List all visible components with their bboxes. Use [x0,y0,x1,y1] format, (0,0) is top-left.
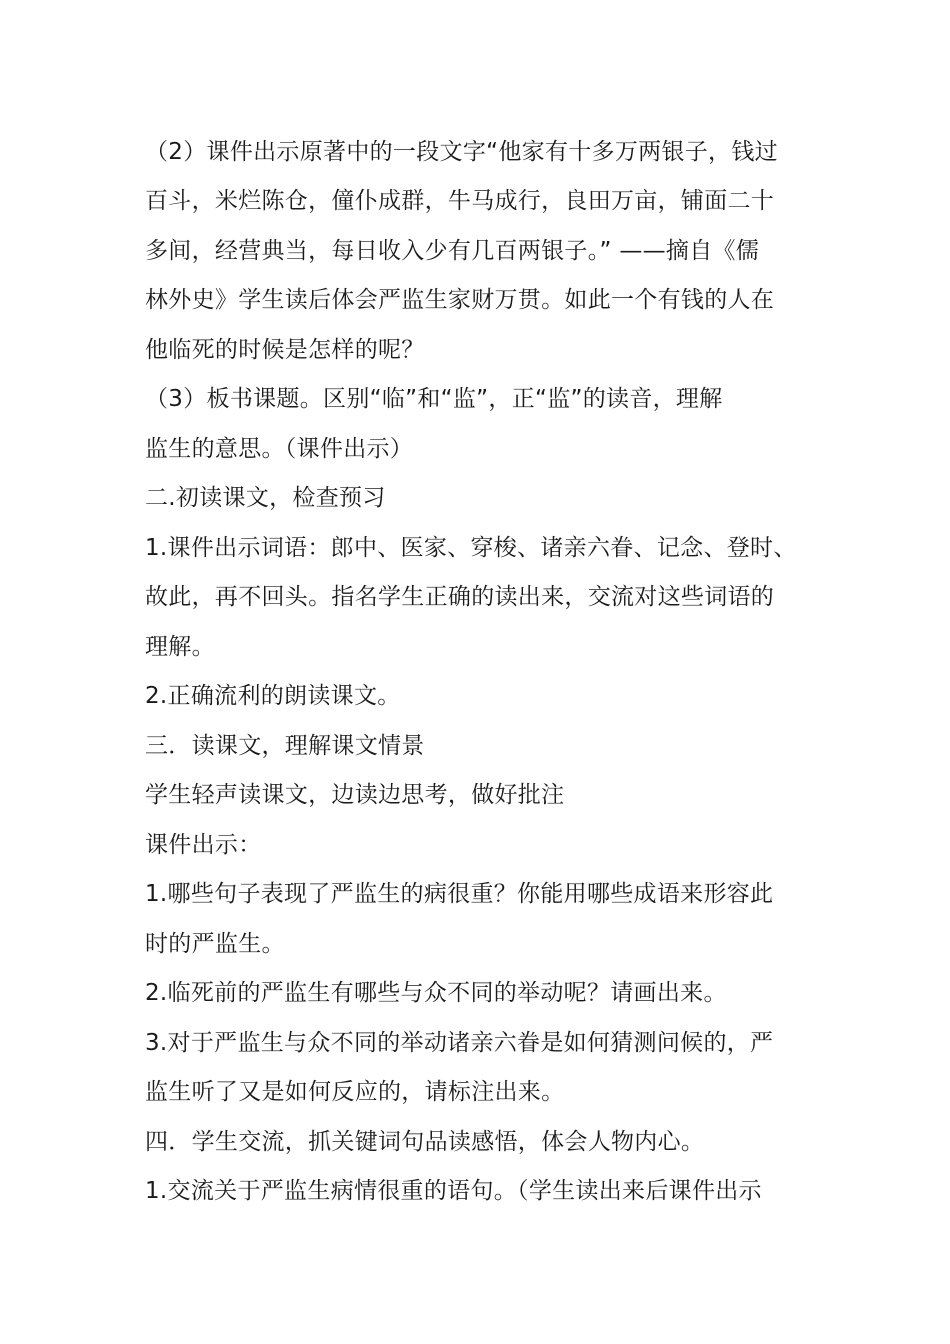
section-heading: 三．读课文，理解课文情景 [145,733,425,759]
text-line: 林外史》学生读后体会严监生家财万贯。如此一个有钱的人在 [145,287,775,313]
text-line: 监生听了又是如何反应的，请标注出来。 [145,1079,565,1105]
text-line: 3.对于严监生与众不同的举动诸亲六眷是如何猜测问候的，严 [145,1030,774,1056]
section-heading: 二.初读课文，检查预习 [145,485,386,511]
text-line: 时的严监生。 [145,931,285,957]
text-line: 课件出示： [145,832,262,858]
text-line: 监生的意思。（课件出示） [145,436,414,462]
text-line: 理解。 [145,634,215,660]
text-line: 他临死的时候是怎样的呢？ [145,337,425,363]
text-line: 学生轻声读课文，边读边思考，做好批注 [145,782,565,808]
section-heading: 四．学生交流，抓关键词句品读感悟，体会人物内心。 [145,1129,705,1155]
text-line: （2）课件出示原著中的一段文字“他家有十多万两银子，钱过 [145,139,778,165]
text-line: 1.交流关于严监生病情很重的语句。（学生读出来后课件出示 [145,1178,762,1204]
text-line: 多间，经营典当，每日收入少有几百两银子。” ——摘自《儒 [145,238,760,264]
text-line: 2.正确流利的朗读课文。 [145,683,401,709]
text-line: 2.临死前的严监生有哪些与众不同的举动呢？请画出来。 [145,980,727,1006]
text-line: （3）板书课题。区别“临”和“监”，正“监”的读音，理解 [145,386,723,412]
text-line: 1.课件出示词语：郎中、医家、穿梭、诸亲六眷、记念、登时、 [145,535,797,561]
text-line: 1.哪些句子表现了严监生的病很重？你能用哪些成语来形容此 [145,881,774,907]
text-line: 故此，再不回头。指名学生正确的读出来，交流对这些词语的 [145,584,775,610]
text-line: 百斗，米烂陈仓，僮仆成群，牛马成行，良田万亩，铺面二十 [145,188,775,214]
